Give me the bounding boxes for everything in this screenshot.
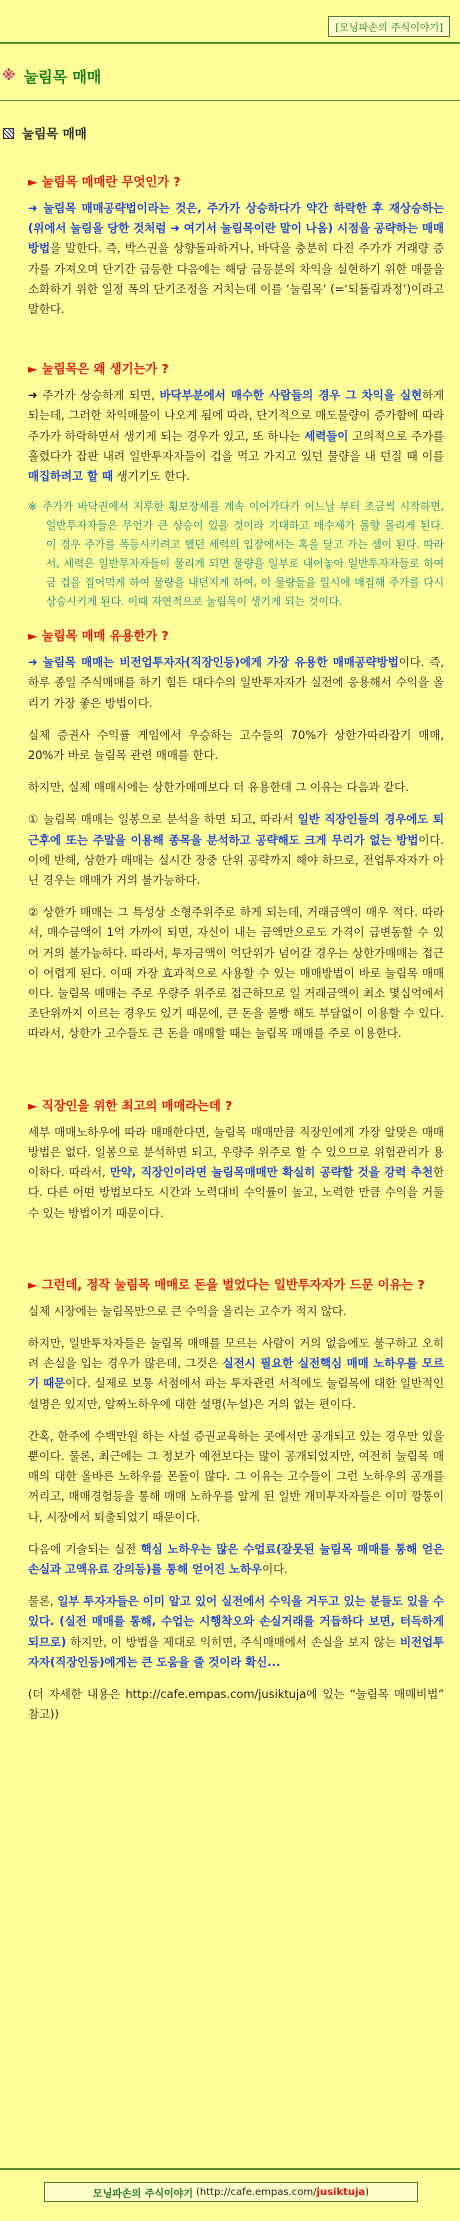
question-heading-2: ► 눌림목은 왜 생기는가 ? <box>28 362 169 377</box>
footer-url-highlight[interactable]: jusiktuja <box>316 2186 366 2198</box>
section-heading-text: 눌림목 매매 <box>22 126 87 141</box>
footer-url-prefix[interactable]: (http://cafe.empas.com/ <box>196 2186 317 2198</box>
paragraph: 실제 시장에는 눌림목만으로 큰 수익을 올리는 고수가 적지 않다. <box>28 1303 347 1318</box>
asterisk-icon: ※ <box>2 68 16 84</box>
paragraph: 다음에 기술되는 실전 핵심 노하우는 많은 수업료(잘못된 눌림목 매매를 통해 얻은 손실과 고액유료 강의등)를 통해 얻어진 노하우이다. <box>28 1541 444 1576</box>
article-body <box>28 166 444 1736</box>
paragraph: 간혹, 한주에 수백만원 하는 사설 증권교육하는 곳에서만 공개되고 있는 경우만 있을 뿐이다. 물론, 최근에는 그 정보가 예전보다는 많이 공개되었지만, 여전히 눌림목 매매의 대한 올바른 노하우를 몬돌이 많다. 그 이유는 고수들이 그런 노하우의 공개를 꺼리고, 매매경험등을 통해 매매 노하우를 알게 된 일반 개미투자자들은 이미 깡통이 나, 시장에서 퇴출되었기 때문이다. <box>28 1428 444 1524</box>
title-divider <box>0 100 460 101</box>
paragraph: ① 눌림목 매매는 일봉으로 분석을 하면 되고, 따라서 일반 직장인들의 경우에도 퇴근후에 또는 주말을 이용해 종목을 분석하고 공략해도 크게 무리가 없는 방법이다. 이에 반해, 상한가 매매는 실시간 장중 단위 공략까지 해야 하므로, 전업투자자가 아닌 경우는 매매가 거의 불가능하다. <box>28 812 444 888</box>
footer-banner <box>44 2182 418 2202</box>
question-heading-5: ► 그런데, 정작 눌림목 매매로 돈을 벌었다는 일반투자자가 드문 이유는 ? <box>28 1277 425 1292</box>
paragraph: 하지만, 일반투자자들은 눌림목 매매를 모르는 사람이 거의 없음에도 불구하고 오히려 손실을 입는 경우가 많은데, 그것은 실전시 필요한 실전핵심 매매 노하우를 모르기 때문이다. 실제로 보통 서점에서 파는 투자관련 서적에도 눌림목에 대한 일반적인 설명은 있지만, 알짜노하우에 대한 설명(누설)은 거의 없는 편이다. <box>28 1335 445 1411</box>
paragraph: ➜ 눌림목 매매는 비전업투자자(직장인등)에게 가장 유용한 매매공략방법이다. 즉, 하루 종일 주식매매를 하기 힘든 대다수의 일반투자자가 실전에 응용해서 수익을 올리기 가장 좋은 방법이다. <box>28 655 444 710</box>
paragraph: ② 상한가 매매는 그 특성상 소형주위주로 하게 되는데, 거래금액이 매우 적다. 따라서, 매수금액이 1억 가까이 되면, 자신이 내는 금액만으로도 가격이 급변동할 수 있어 거의 불가능하다. 따라서, 투자금액이 억단위가 넘어갈 경우는 상한가매매는 접근이 어렵게 된다. 이때 가장 효과적으로 사용할 수 있는 매매방법이 바로 눌림목 매매이다. 눌림목 매매는 주로 우량주 위주로 접근하므로 일 거래금액이 최소 몇십억에서 조단위까지 이르는 경우도 있기 때문에, 큰 돈을 몰빵 해도 부담없이 이용할 수 있다. 따라서, 상한가 고수들도 큰 돈을 매매할 때는 눌림목 매매를 주로 이용한다. <box>28 905 444 1041</box>
bottom-divider <box>0 2168 460 2170</box>
question-heading-3: ► 눌림목 매매 유용한가 ? <box>28 629 169 644</box>
paragraph: 세부 매매노하우에 따라 매매한다면, 눌림목 매매만큼 직장인에게 가장 알맞은 매매방법은 없다. 일봉으로 분석하면 되고, 우량주 위주로 할 수 있으므로 위험관리가 용이하다. 따라서, 만약, 직장인이라면 눌림목매매만 확실히 공략할 것을 강력 추천한다. 다른 어떤 방법보다도 시간과 노력대비 수익률이 높고, 노력한 만큼 수익을 거둘 수 있는 방법이기 때문이다. <box>28 1124 444 1220</box>
page-title-text: 눌림목 매매 <box>23 67 102 86</box>
hatched-box-icon <box>3 128 14 139</box>
paragraph: 물론, 일부 투자자들은 이미 알고 있어 실전에서 수익을 거두고 있는 분들도 있을 수 있다. (실전 매매를 통해, 수업는 시행착오와 손실거래를 거듭하다 보면, 터득하게 되므로) 하지만, 이 방법을 제대로 익히면, 주식매매에서 손실을 보지 않는 비전업투자자(직장인등)에게는 큰 도움을 줄 것이라 확신... <box>28 1594 444 1669</box>
section-heading <box>0 120 460 146</box>
paragraph: ➜ 주가가 상승하게 되면, 바닥부분에서 매수한 사람들의 경우 그 차익을 실현하게 되는데, 그러한 차익매물이 나오게 됨에 따라, 단기적으로 매도물량이 증가함에 따라 주가가 하락하면서 생기게 되는 경우가 있고, 또 하나는 세력들이 고의적으로 주가를 흘렸다가 잡판 내려 일반투자자들이 겁을 먹고 가지고 있던 물량을 내 던질 때 이를 매집하려고 할 때 생기기도 한다. <box>28 388 444 484</box>
paragraph: ➜ 눌림목 매매공략법이라는 것은, 주가가 상승하다가 약간 하락한 후 재상승하는(위에서 눌림을 당한 것처럼 ➜ 여기서 눌림목이란 말이 나옴) 시점을 공략하는 매매방법을 말한다. 즉, 박스권을 상향돌파하거나, 바닥을 충분히 다진 주가가 거래량 증가를 가져오며 단기간 급등한 다음에는 해당 급등분의 차익을 실현하기 위한 매물을 소화하기 위한 일정 폭의 단기조정을 거치는데 이를 ‘눌림목’ (=‘되돌림과정’)이라고 말한다. <box>28 201 444 317</box>
footer-url-suffix: ) <box>365 2186 370 2198</box>
question-heading-4: ► 직장인을 위한 최고의 매매라는데 ? <box>28 1098 233 1113</box>
page-title <box>0 58 460 94</box>
paragraph: 하지만, 실제 매매시에는 상한가매매보다 더 유용한데 그 이유는 다음과 같다. <box>28 780 409 795</box>
note-paragraph: ※ 주가가 바닥권에서 지루한 횡보장세를 계속 이어가다가 어느날 부터 조금씩 시작하면, 일반투자자들은 무언가 큰 상승이 있을 것이라 기대하고 매수세가 몰향 몰리게 된다. 이 경우 주가를 폭등시키려고 했던 세력의 입장에서는 혹을 달고 가는 셈이 된다. 따라서, 세력은 일반투자자들이 물리게 되면 물량을 일부로 내어놓아 일반투자자들로 하여금 겁을 집어먹게 하여 물량을 내던지게 하여, 이 물량들을 일시에 매집해 주가를 다시 상승시키게 된다. 이때 자연적으로 눌림목이 생기게 되는 것이다. <box>28 501 444 609</box>
question-heading-1: ► 눌림목 매매란 무엇인가 ? <box>28 175 181 189</box>
footer-name: 모닝파손의 주식이야기 <box>92 2188 194 2200</box>
paragraph: 실제 증권사 수익률 게임에서 우승하는 고수들의 70%가 상한가따라잡기 매매, 20%가 바로 눌림목 관련 매매를 한다. <box>28 727 444 763</box>
header-tag: [모닝파손의 주식이야기] <box>328 16 450 37</box>
reference-link-text: (더 자세한 내용은 http://cafe.empas.com/jusiktuja에 있는 “눌림목 매매비법” 참고)) <box>28 1686 444 1722</box>
top-divider <box>0 42 460 44</box>
